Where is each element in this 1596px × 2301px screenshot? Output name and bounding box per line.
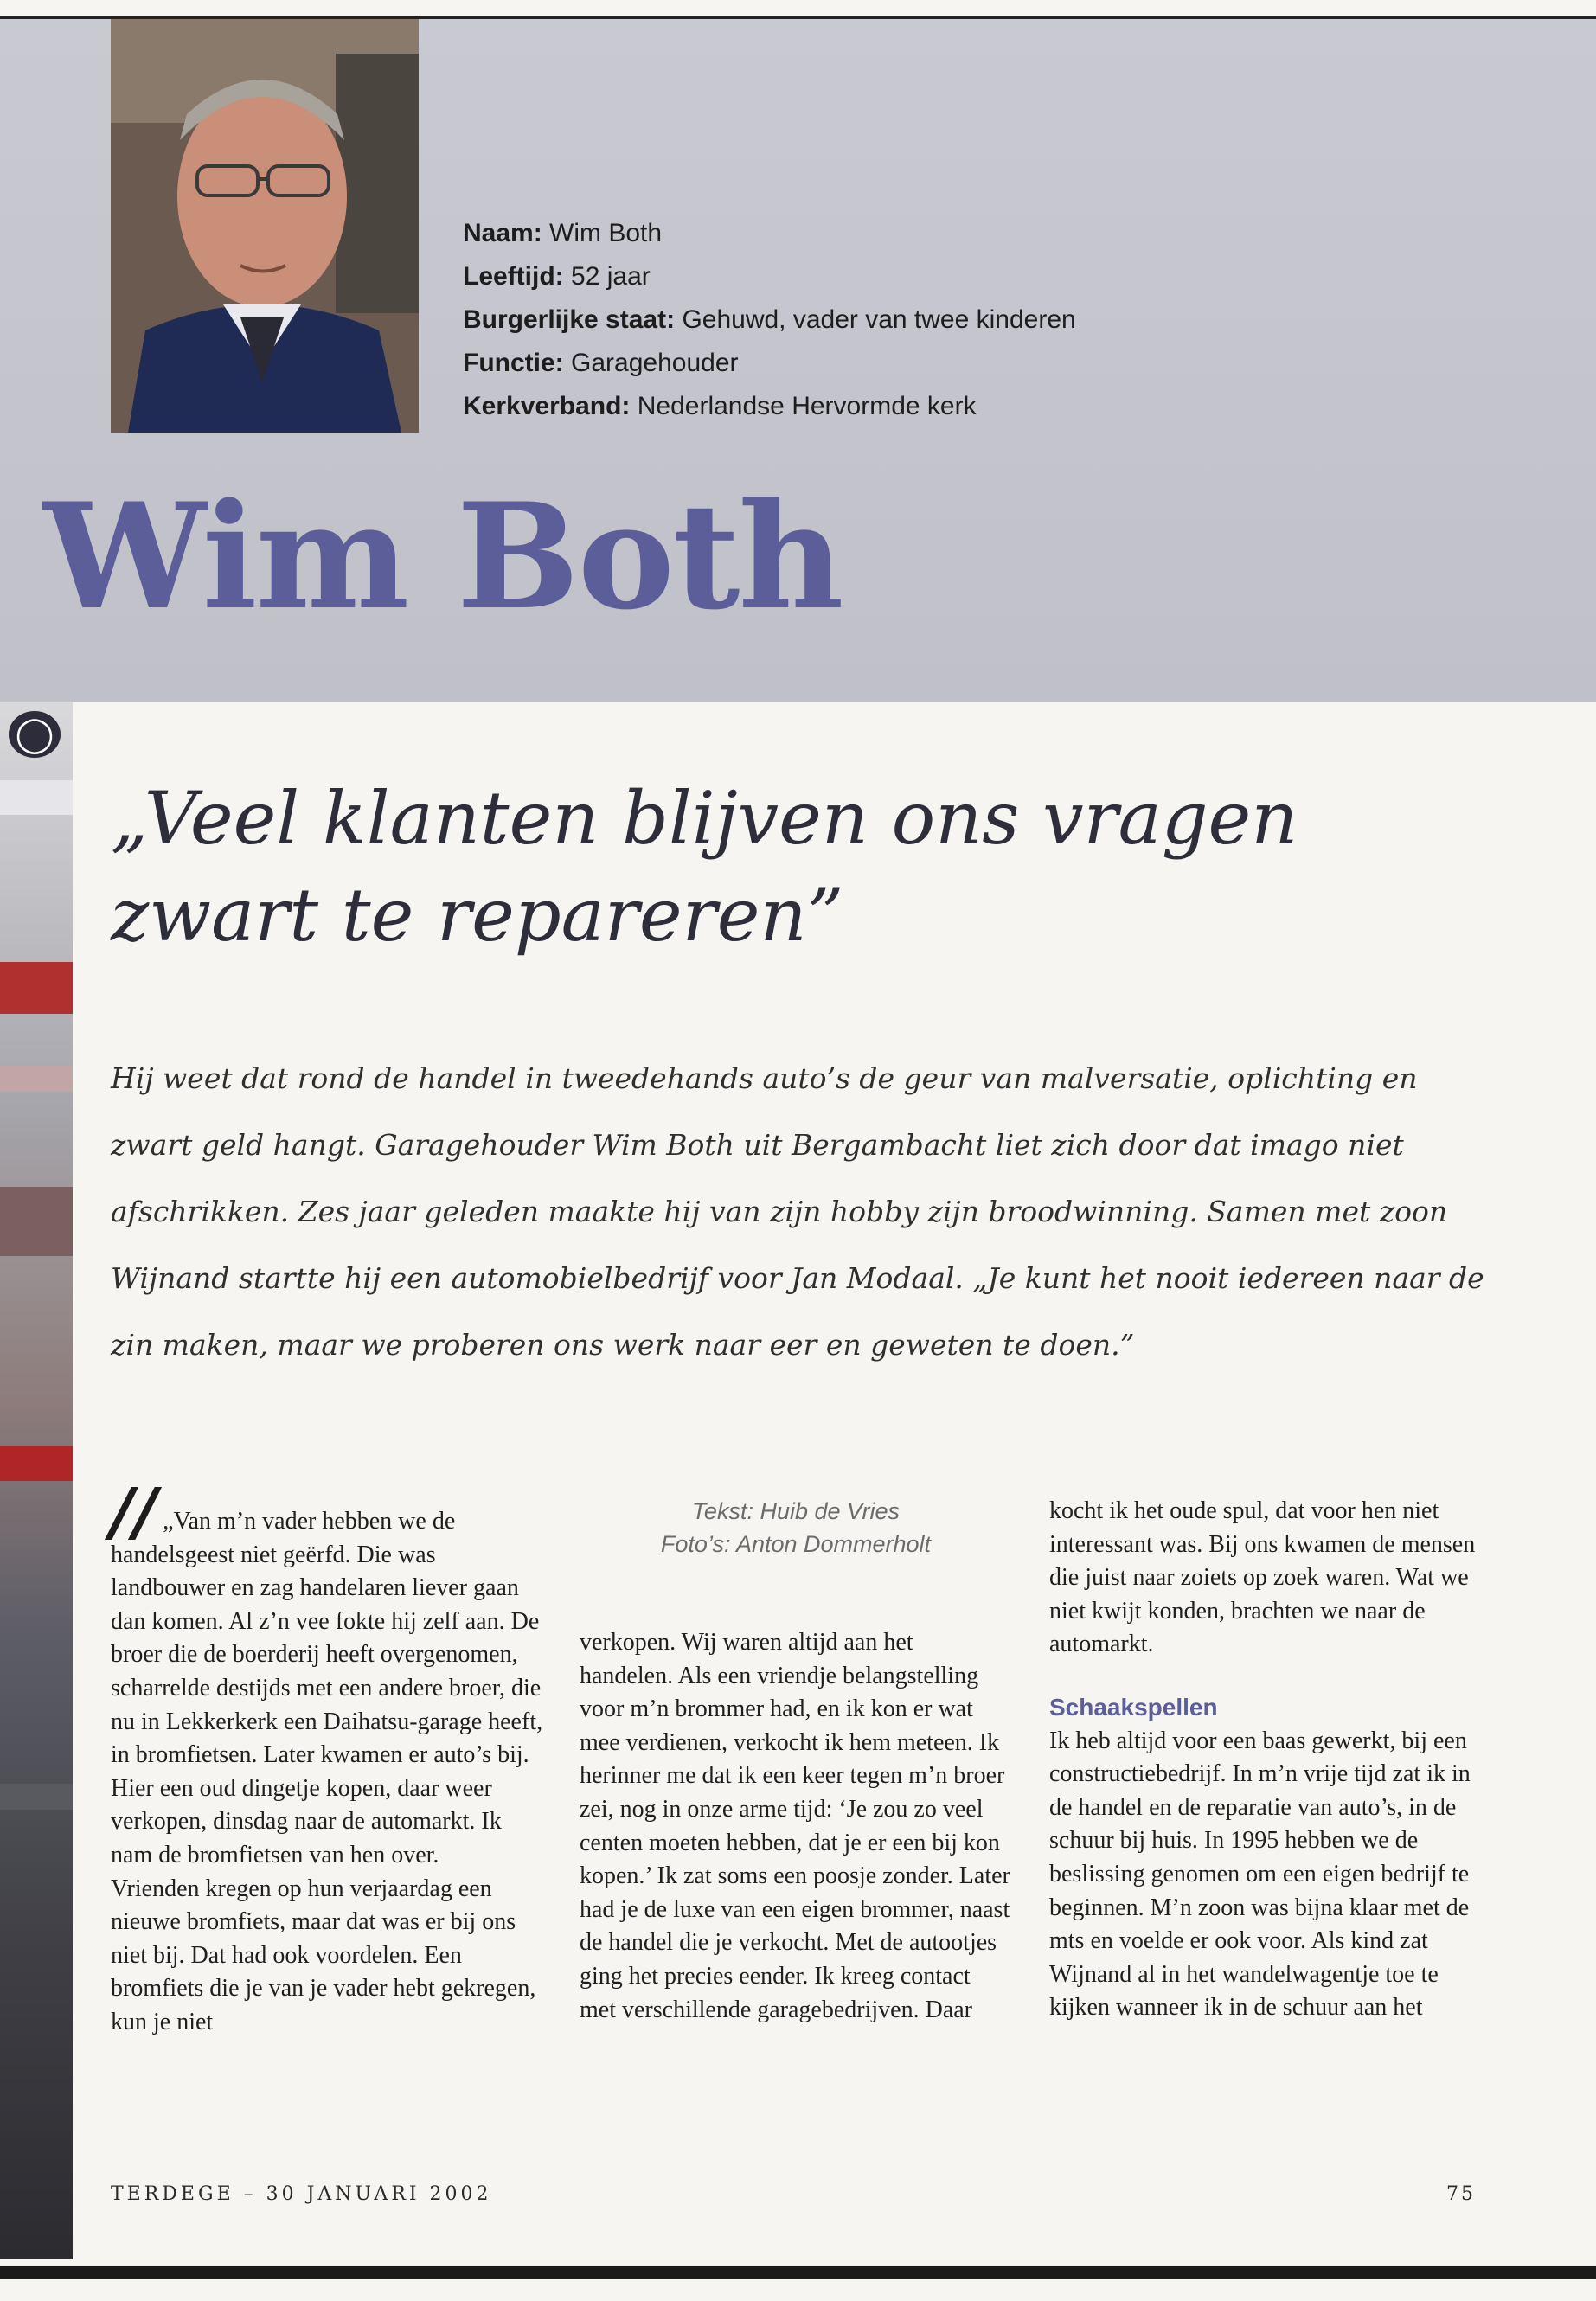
portrait-photo [111,19,419,433]
fact-marital-status [463,298,1241,342]
section-subhead: Schaakspellen [1049,1693,1218,1721]
logo-icon: ◯ [9,711,61,758]
fact-function [463,342,1241,385]
fact-age [463,255,1241,298]
body-column-1 [111,1475,543,2040]
body-paragraph: Ik heb altijd voor een baas gewerkt, bij een constructiebedrijf. In m’n vrije tijd zat ik in de handel en de reparatie van auto’s, in de schuur bij huis. In 1995 hebben we de beslissing genomen om een eigen bedrijf te beginnen. M’n zoon was bijna klaar met de mts en voelde er ook voor. Als kind zat Wijnand al in het wandelwagentje toe te kijken wanneer ik in de schuur aan het [1049,1727,1471,2022]
footer-publication: TERDEGE – 30 JANUARI 2002 [111,2183,492,2205]
left-photo-strip [0,702,73,2259]
fact-label: Naam: [463,219,542,247]
fact-label: Kerkverband: [463,392,631,420]
body-column-3 [1049,1495,1490,2025]
fact-value: Wim Both [549,219,663,247]
fact-value: Nederlandse Hervormde kerk [637,392,977,420]
profile-facts [463,212,1241,428]
fact-church [463,385,1241,428]
bottom-rule [0,2266,1596,2279]
body-column-2 [580,1495,1012,2027]
page-number: 75 [1446,2183,1476,2205]
body-paragraph: kocht ik het oude spul, dat voor hen niet interessant was. Bij ons kwamen de mensen die juist naar zoiets op zoek waren. Wat we niet kwijt konden, brachten we naar de automarkt. [1049,1497,1476,1658]
fact-label: Functie: [463,349,564,377]
fact-value: 52 jaar [571,262,651,291]
body-paragraph [111,1475,543,1873]
fact-value: Garagehouder [571,349,739,377]
credit-text: Tekst: Huib de Vries [691,1498,901,1524]
body-text: „Van m’n vader hebben we de handelsgeest niet geërfd. Die was landbouwer en zag handelaren liever gaan dan komen. Al z’n vee fokte hij zelf aan. De broer die de boerderij heeft overgenomen, scharrelde destijds met een andere broer, die nu in Lekkerkerk een Daihatsu-garage heeft, in bromfietsen. Later kwamen er auto’s bij. Hier een oud dingetje kopen, daar weer verkopen, dinsdag naar de automarkt. Ik nam de bromfietsen van hen over. [111,1508,543,1868]
fact-value: Gehuwd, vader van twee kinderen [682,305,1076,334]
fact-label: Burgerlijke staat: [463,305,676,334]
article-credits [580,1495,1012,1561]
fact-name [463,212,1241,255]
page-title: Wim Both [43,471,843,642]
body-paragraph: Vrienden kregen op hun verjaardag een nieuwe bromfiets, maar dat was er bij ons niet bij. Dat had ook voordelen. Een bromfiets die je van je vader hebt gekregen, kun je niet [111,1875,536,2035]
body-paragraph: verkopen. Wij waren altijd aan het handelen. Als een vriendje belangstelling voor m’n brommer had, en ik kon er wat mee verdienen, verkocht ik hem meteen. Ik herinner me dat ik een keer tegen m’n broer zei, nog in onze arme tijd: ‘Je zou zo veel centen moeten hebben, dat je er een bij kon kopen.’ Ik zat soms een poosje zonder. Later had je de luxe van een eigen brommer, naast de handel die je verkocht. Met de autootjes ging het precies eender. Ik kreeg contact met verschillende garagebedrijven. Daar [580,1629,1010,2023]
credit-photo: Foto’s: Anton Dommerholt [660,1531,932,1557]
quote-mark-icon: // [111,1475,158,1549]
article-intro: Hij weet dat rond de handel in tweedehands auto’s de geur van malversatie, oplichting en zwart geld hangt. Garagehouder Wim Both uit Bergambacht liet zich door dat imago niet afschrikken. Zes jaar geleden maakte hij van zijn hobby zijn broodwinning. Samen met zoon Wijnand startte hij een automobielbedrijf voor Jan Modaal. „Je kunt het nooit iedereen naar de zin maken, maar we proberen ons werk naar eer en geweten te doen.” [111,1061,1484,1362]
fact-label: Leeftijd: [463,262,564,291]
article-headline: „Veel klanten blijven ons vragen zwart te repareren” [111,776,1298,958]
